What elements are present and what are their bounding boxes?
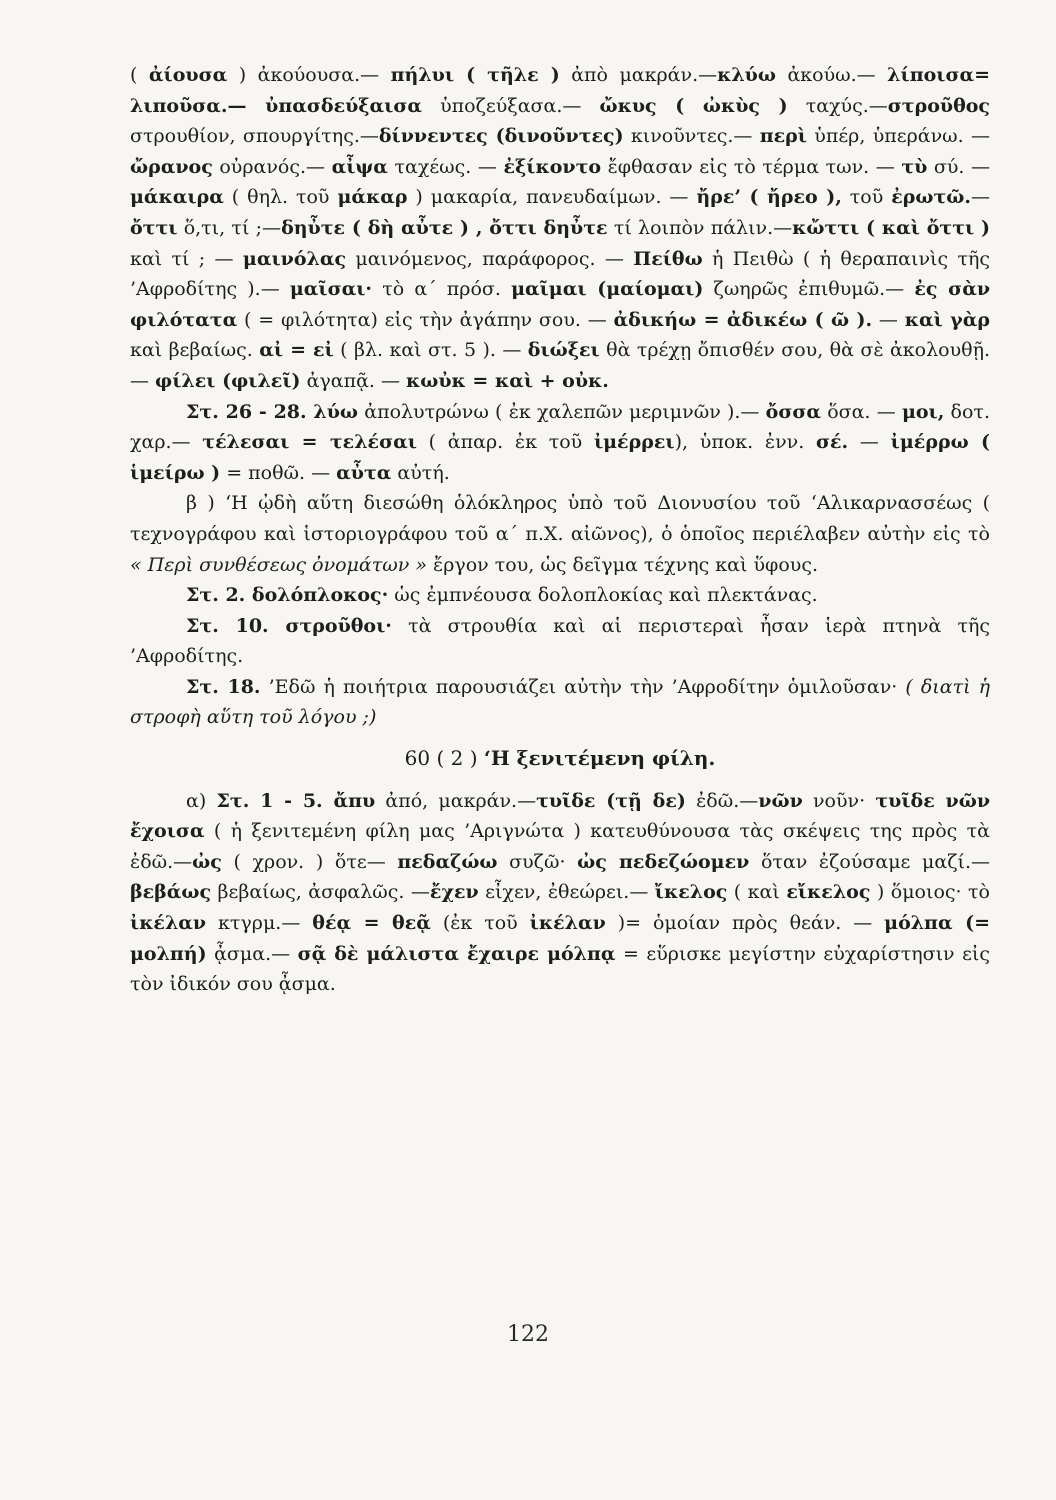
section-title: ‘Η ξενιτέμενη φίλη. bbox=[483, 746, 716, 771]
text-run: ταχύς.— bbox=[787, 94, 888, 117]
text-run: ὡς ἐμπνέουσα δολοπλοκίας καὶ πλεκτάνας. bbox=[388, 584, 818, 607]
glossary-paragraph-2 bbox=[130, 397, 990, 489]
bold-term: ὠς bbox=[192, 850, 222, 873]
text-run: ἀπολυτρώνω ( ἐκ χαλεπῶν μεριμνῶν ).— bbox=[358, 400, 766, 423]
text-run: στρουθίον, σπουργίτης.— bbox=[130, 125, 379, 148]
bold-term: φίλει (φιλεῖ) bbox=[155, 369, 301, 392]
bold-term: μαῖσαι· bbox=[289, 278, 373, 301]
bold-term: ὤρανος bbox=[130, 155, 213, 178]
text-run: ὑποζεύξασα.— bbox=[422, 94, 600, 117]
bold-term: βεβάως bbox=[130, 881, 212, 904]
bold-term: κλύω bbox=[717, 64, 776, 86]
text-run: ( θηλ. τοῦ bbox=[223, 186, 338, 209]
page-body bbox=[130, 60, 990, 1000]
text-run: ζωηρῶς ἐπιθυμῶ.— bbox=[703, 278, 915, 301]
bold-term: καὶ γὰρ bbox=[904, 308, 990, 331]
text-run: ( βλ. καὶ στ. 5 ). — bbox=[333, 339, 528, 362]
bold-term: ἔχεν bbox=[429, 881, 479, 904]
bold-term: πήλυι ( τῆλε ) bbox=[390, 64, 560, 86]
bold-term: μάκαιρα bbox=[130, 186, 224, 209]
bold-term: αἶψα bbox=[331, 155, 388, 178]
text-run: οὐρανός.— bbox=[212, 155, 332, 178]
text-run: ἔφθασαν εἰς τὸ τέρμα των. — bbox=[601, 155, 902, 178]
italic-text: ( διατὶ ἡ στροφὴ αὕτη τοῦ λόγου ;) bbox=[130, 675, 990, 729]
text-run: = εὕρισκε μεγίστην εὐχαρίστησιν εἰς τὸν ἰδικόν σου ᾆσμα. bbox=[130, 942, 991, 996]
bold-term: ἀδικήω = ἀδικέω ( ῶ ). bbox=[613, 308, 873, 331]
text-run: = ποθῶ. — bbox=[220, 461, 337, 484]
bold-term: μοι, bbox=[901, 400, 945, 423]
bold-term: ὠς πεδεζώομεν bbox=[577, 850, 750, 873]
note-verse-10 bbox=[130, 611, 990, 672]
note-verse-2 bbox=[130, 580, 990, 611]
text-run: σύ. — bbox=[927, 155, 990, 178]
text-run: ἀπό, μακράν.— bbox=[375, 789, 537, 812]
text-run: ( χρον. ) ὅτε— bbox=[221, 850, 398, 873]
text-run: ταχέως. — bbox=[387, 155, 504, 178]
text-run: νοῦν· bbox=[802, 789, 876, 812]
bold-term: αὖτα bbox=[336, 461, 392, 484]
text-run: μαινόμενος, παράφορος. — bbox=[346, 247, 634, 270]
bold-term: Στ. 10. στροῦθοι· bbox=[186, 614, 392, 637]
text-run: ) μακαρία, πανευδαίμων. — bbox=[407, 186, 697, 209]
bold-term: δηὖτε ( δὴ αὖτε ) , ὄττι δηὖτε bbox=[281, 216, 608, 239]
section-heading bbox=[130, 743, 990, 774]
bold-term: εἴκελος bbox=[786, 881, 871, 904]
italic-text: « Περὶ συνθέσεως ὀνομάτων » bbox=[130, 553, 427, 576]
bold-term: ἴκελος bbox=[654, 881, 728, 904]
bold-term: Πείθω bbox=[633, 247, 703, 270]
text-run: θὰ τρέχῃ ὄπισθέν σου, θὰ σὲ ἀκολουθῇ.— bbox=[130, 339, 990, 392]
text-run: ὅ,τι, τί ;— bbox=[177, 216, 282, 239]
note-verse-18 bbox=[130, 672, 990, 733]
bold-term: κὤττι ( καὶ ὄττι ) bbox=[792, 216, 991, 239]
bold-term: μαινόλας bbox=[242, 247, 347, 270]
text-run: ἀκούω.— bbox=[775, 64, 888, 86]
bold-term: δίννεντες (δινοῦντες) bbox=[378, 125, 624, 148]
text-run: (ἐκ τοῦ bbox=[430, 912, 530, 935]
paragraph-a bbox=[130, 786, 990, 1000]
bold-term: ἰμέρρω ( ἱμείρω ) bbox=[130, 431, 990, 484]
bold-term: λίποισα= λιποῦσα.— ὐπασδεύξαισα bbox=[130, 64, 991, 117]
bold-term: μαῖμαι (μαίομαι) bbox=[511, 278, 704, 301]
text-run: ( ἡ ξενιτεμένη φίλη μας ’Αριγνώτα ) κατευθύνουσα τὰς σκέψεις της πρὸς τὰ ἐδῶ.— bbox=[130, 820, 990, 873]
glossary-paragraph-1 bbox=[130, 60, 990, 397]
bold-term: αἰ = εἰ bbox=[259, 339, 334, 362]
text-run: — bbox=[970, 186, 990, 209]
text-run: ( ἀπαρ. ἐκ τοῦ bbox=[416, 431, 594, 454]
section-number: 60 ( 2 ) bbox=[404, 746, 478, 771]
bold-term: τὺ bbox=[901, 155, 928, 178]
bold-term: ἰμέρρει bbox=[593, 431, 675, 454]
bold-term: διώξει bbox=[527, 339, 600, 362]
text-run: ) ἀκούουσα.— bbox=[227, 64, 391, 86]
text-run: )= ὁμοίαν πρὸς θεάν. — bbox=[605, 912, 885, 935]
bold-term: ἐρωτῶ. bbox=[891, 186, 971, 209]
text-run: τὰ στρουθία καὶ αἱ περιστεραὶ ἦσαν ἱερὰ πτηνὰ τῆς ’Αφροδίτης. bbox=[130, 614, 990, 668]
bold-term: ὄττι bbox=[130, 216, 178, 239]
text-run: βεβαίως, ἀσφαλῶς. — bbox=[211, 881, 430, 904]
text-run: τοῦ bbox=[841, 186, 892, 209]
text-run: — bbox=[872, 308, 905, 331]
bold-term: Στ. 26 - 28. λύω bbox=[186, 400, 359, 423]
page-number: 122 bbox=[507, 1322, 549, 1347]
text-run: ἀπὸ μακράν.— bbox=[559, 64, 718, 86]
text-run: συζῶ· bbox=[497, 850, 578, 873]
text-run: ἐδῶ.— bbox=[685, 789, 759, 812]
text-run: ὅσα. — bbox=[820, 400, 902, 423]
text-run: ὑπέρ, ὑπεράνω. — bbox=[806, 125, 990, 148]
bold-term: ὤκυς ( ὠκὺς ) bbox=[599, 94, 788, 117]
bold-term: τέλεσαι = τελέσαι bbox=[202, 431, 417, 454]
text-run: ), ὑποκ. ἐνν. bbox=[674, 431, 816, 454]
text-run: ᾆσμα.— bbox=[206, 942, 298, 965]
text-run: αὐτή. bbox=[391, 461, 450, 484]
text-run: εἶχεν, ἐθεώρει.— bbox=[478, 881, 655, 904]
bold-term: ἤρε’ ( ἤρεο ), bbox=[696, 186, 842, 209]
bold-term: πεδαζώω bbox=[397, 850, 498, 873]
bold-term: κωὐκ = καὶ + οὐκ. bbox=[406, 369, 609, 392]
text-run: ἔργον του, ὡς δεῖγμα τέχνης καὶ ὕφους. bbox=[426, 553, 819, 576]
text-run: ( καὶ bbox=[727, 881, 787, 904]
bold-term: ἰκέλαν bbox=[529, 912, 606, 935]
text-run: ( bbox=[130, 64, 149, 86]
text-run: — bbox=[848, 431, 891, 454]
text-run: β ) ‘Η ᾠδὴ αὕτη διεσώθη ὁλόκληρος ὑπὸ τοῦ Διονυσίου τοῦ ‘Αλικαρνασσέως ( τεχνογράφου καὶ ἱστοριογράφου τοῦ α΄ π.Χ. αἰῶνος), ὁ ὁποῖος περιέλαβεν αὐτὴν εἰς τὸ bbox=[130, 492, 990, 545]
text-run: κινοῦντες.— bbox=[623, 125, 760, 148]
text-run: κτγρμ.— bbox=[206, 912, 313, 935]
text-run: τὸ α΄ πρόσ. bbox=[372, 278, 512, 301]
text-run: ἡ Πειθὼ ( ἡ θεραπαινὶς τῆς ’Αφροδίτης ).— bbox=[130, 247, 990, 301]
bold-term: τυῖδε (τῇ δε) bbox=[536, 789, 686, 812]
text-run: ’Εδῶ ἡ ποιήτρια παρουσιάζει αὐτὴν τὴν ’Αφροδίτην ὁμιλοῦσαν· bbox=[260, 675, 906, 698]
bold-term: μάκαρ bbox=[337, 186, 408, 209]
bold-term: ἐς σὰν φιλότατα bbox=[130, 278, 990, 331]
bold-term: νῶν bbox=[758, 789, 803, 812]
bold-term: ἰκέλαν bbox=[130, 912, 207, 935]
bold-term: σᾷ δὲ μάλιστα ἔχαιρε μόλπᾳ bbox=[297, 942, 616, 965]
bold-term: Στ. 1 - 5. ἄπυ bbox=[216, 789, 376, 812]
bold-term: ἐξίκοντο bbox=[503, 155, 602, 178]
text-run: ( = φιλότητα) εἰς τὴν ἀγάπην σου. — bbox=[237, 308, 614, 331]
text-run: καὶ τί ; — bbox=[130, 247, 243, 270]
text-run: τί λοιπὸν πάλιν.— bbox=[607, 216, 793, 239]
text-run: ) ὅμοιος· τὸ bbox=[870, 881, 990, 904]
bold-term: περὶ bbox=[759, 125, 807, 148]
bold-term: σέ. bbox=[816, 431, 849, 454]
bold-term: μόλπα (= μολπή) bbox=[130, 912, 990, 965]
bold-term: τυῖδε νῶν ἔχοισα bbox=[130, 789, 991, 843]
text-run: ὅταν ἐζούσαμε μαζί.— bbox=[749, 850, 990, 873]
bold-term: Στ. 2. δολόπλοκος· bbox=[186, 584, 389, 607]
text-run: καὶ βεβαίως. bbox=[130, 339, 260, 362]
text-run: ἀγαπᾷ. — bbox=[300, 369, 407, 392]
text-run: δοτ. χαρ.— bbox=[130, 400, 990, 454]
bold-term: ἀίουσα bbox=[148, 64, 228, 86]
paragraph-b bbox=[130, 488, 990, 580]
bold-term: ὄσσα bbox=[765, 400, 821, 423]
text-run: α) bbox=[186, 789, 217, 812]
bold-term: θέᾳ = θεᾷ bbox=[312, 912, 431, 935]
bold-term: Στ. 18. bbox=[186, 675, 261, 698]
bold-term: στροῦθος bbox=[887, 94, 990, 117]
